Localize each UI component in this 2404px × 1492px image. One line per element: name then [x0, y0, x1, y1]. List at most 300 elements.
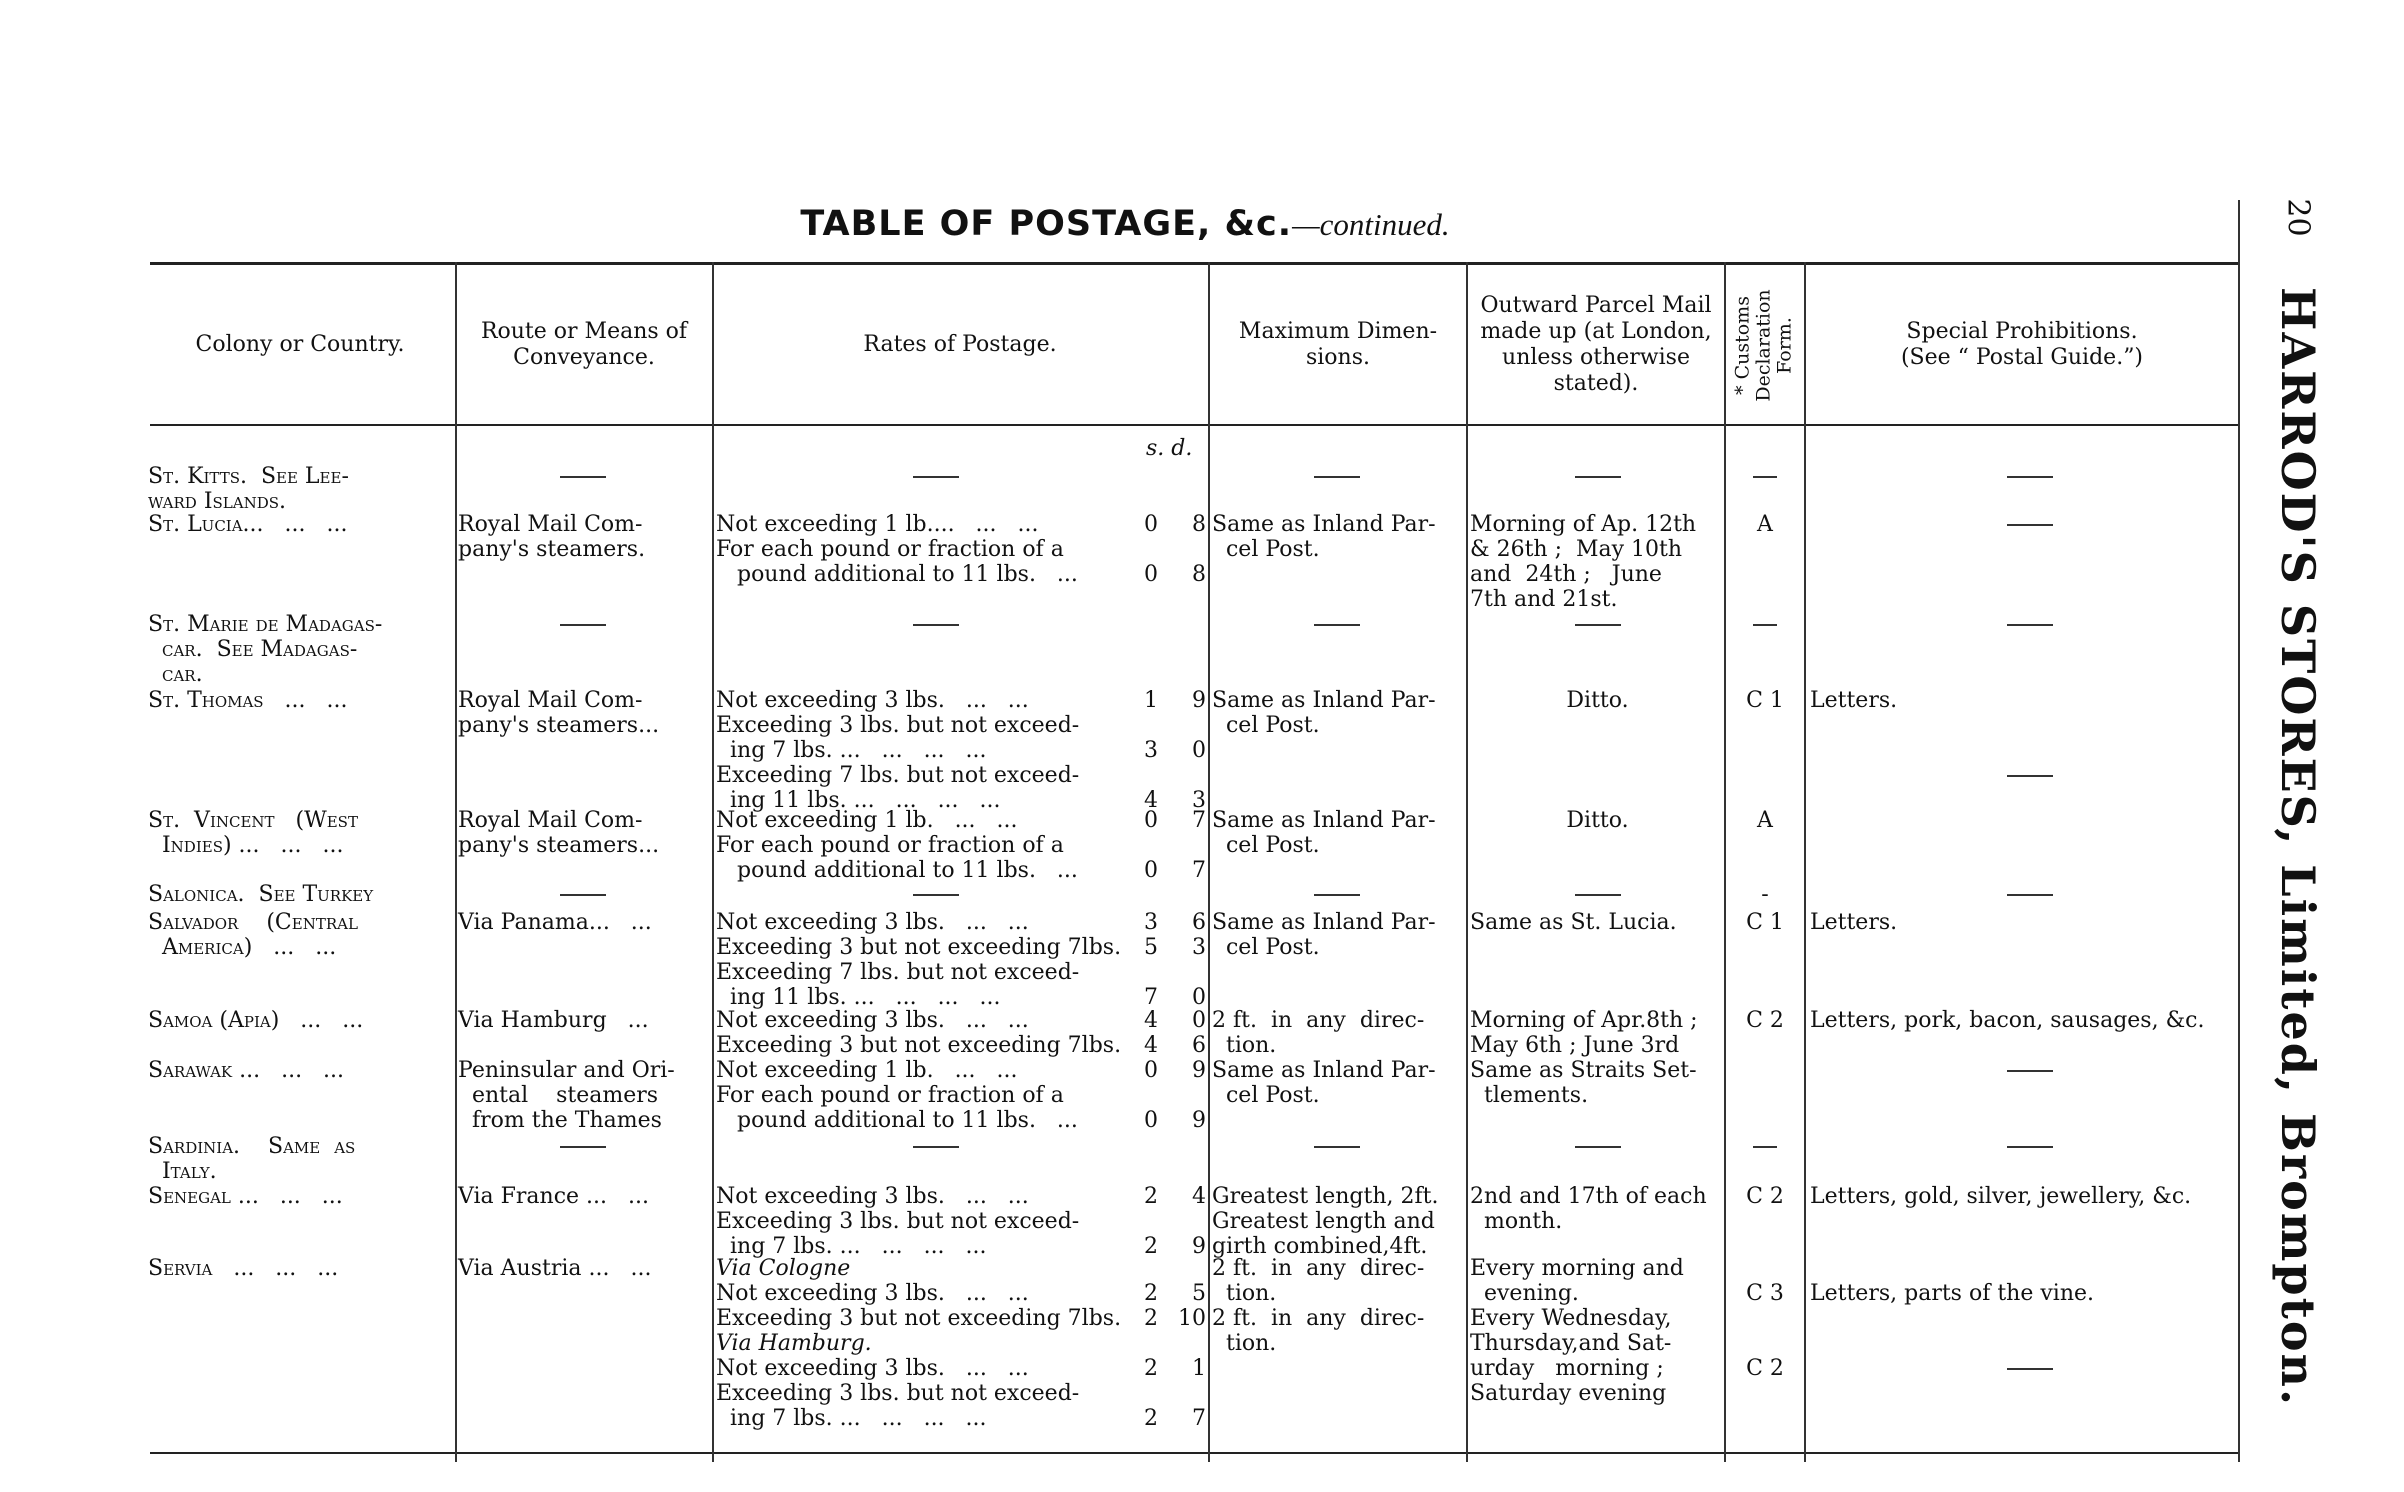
mail-line: Same as Straits Set-: [1470, 1058, 1697, 1083]
mail-line: month.: [1470, 1209, 1563, 1234]
col-divider: [455, 262, 457, 1462]
mail-line: May 6th ; June 3rd: [1470, 1033, 1680, 1058]
rate-line: [716, 562, 1206, 587]
dash-mark: [1753, 624, 1777, 626]
prohib-line: [1810, 763, 2250, 788]
rate-shillings: 5: [1144, 935, 1158, 960]
customs-value: C 2: [1746, 1184, 1784, 1209]
header-bottom-rule: [150, 424, 2240, 426]
dash-mark: [1753, 1146, 1777, 1148]
country-line: Servia ... ... ...: [148, 1256, 339, 1281]
country-cell: [148, 512, 448, 537]
prohib-cell: [1810, 1134, 2250, 1159]
prohib-cell: [1810, 1256, 2250, 1381]
prohib-line: [1810, 464, 2250, 489]
rate-line: [716, 1256, 1156, 1281]
rate-line: [716, 1331, 1156, 1356]
rate-pence: 9: [1192, 1234, 1206, 1259]
prohib-line: [1810, 612, 2250, 637]
rates-cell: [716, 910, 1206, 1010]
dims-cell: [1212, 1256, 1462, 1356]
rate-shillings: 0: [1144, 1108, 1158, 1133]
prohib-line: Letters.: [1810, 688, 1898, 713]
rate-text: Not exceeding 3 lbs. ... ...: [716, 910, 1029, 935]
col-divider: [712, 262, 714, 1462]
customs-cell: [1730, 910, 1800, 935]
rate-line: [716, 464, 1156, 489]
header-rates: Rates of Postage.: [863, 332, 1057, 357]
rate-text: ing 7 lbs. ... ... ... ...: [716, 1234, 987, 1259]
route-line: [458, 882, 708, 907]
rate-line: [716, 612, 1156, 637]
header-mail: Outward Parcel Mail made up (at London, unless otherwise stated).: [1480, 293, 1712, 396]
prohib-cell: [1810, 882, 2250, 907]
country-cell: [148, 808, 448, 858]
rate-pence: 9: [1192, 1108, 1206, 1133]
rate-shillings: 2: [1144, 1184, 1158, 1209]
mail-cell: [1470, 1058, 1725, 1108]
rate-line: [716, 935, 1206, 960]
rates-cell: [716, 688, 1206, 813]
rate-text: For each pound or fraction of a: [716, 1083, 1064, 1108]
country-cell: [148, 1256, 448, 1281]
rate-pence: 10: [1178, 1306, 1206, 1331]
mail-line: evening.: [1470, 1281, 1579, 1306]
rate-text: Not exceeding 3 lbs. ... ...: [716, 1356, 1029, 1381]
rate-pence: 8: [1192, 562, 1206, 587]
rates-cell: [716, 1134, 1156, 1159]
country-line: St. Vincent (West: [148, 808, 358, 833]
mail-line: 7th and 21st.: [1470, 587, 1618, 612]
rate-pence: 3: [1192, 788, 1206, 813]
table-bottom-rule: [150, 1452, 2240, 1454]
page-title: [0, 204, 2250, 244]
rate-pence: 7: [1192, 858, 1206, 883]
rate-text: Exceeding 3 but not exceeding 7lbs.: [716, 935, 1122, 960]
dims-line: 2 ft. in any direc-: [1212, 1256, 1425, 1281]
prohib-line: [1810, 1356, 2250, 1381]
dims-line: [1212, 882, 1462, 907]
rates-cell: [716, 1256, 1206, 1431]
col-divider: [1208, 262, 1210, 1462]
store-banner: HARROD'S STORES, Limited, Brompton.: [2271, 286, 2325, 1407]
rate-shillings: 2: [1144, 1356, 1158, 1381]
mail-line: 2nd and 17th of each: [1470, 1184, 1707, 1209]
dims-cell: [1212, 688, 1462, 738]
country-line: Sarawak ... ... ...: [148, 1058, 345, 1083]
country-line: St. Kitts. See Lee-: [148, 464, 349, 489]
dims-cell: [1212, 1058, 1462, 1108]
rate-line: [716, 1134, 1156, 1159]
rate-line: [716, 713, 1156, 738]
country-line: St. Thomas ... ...: [148, 688, 348, 713]
mail-line: Ditto.: [1566, 808, 1629, 833]
rate-line: [716, 858, 1206, 883]
mail-cell: [1470, 808, 1725, 833]
rates-cell: [716, 1184, 1206, 1259]
customs-cell: [1730, 1184, 1800, 1209]
dash-mark: [2007, 476, 2053, 478]
rate-shillings: 2: [1144, 1306, 1158, 1331]
customs-cell: [1730, 1008, 1800, 1033]
rate-shillings: 1: [1144, 688, 1158, 713]
country-line: car.: [148, 662, 203, 687]
rate-shillings: 3: [1144, 910, 1158, 935]
rates-cell: [716, 882, 1156, 907]
route-line: Via Hamburg ...: [458, 1008, 649, 1033]
customs-line: [1730, 1306, 1800, 1331]
country-cell: [148, 882, 448, 907]
customs-value: -: [1761, 882, 1769, 907]
dash-mark: [1575, 476, 1621, 478]
rate-line: [716, 1406, 1206, 1431]
dims-line: Same as Inland Par-: [1212, 1058, 1436, 1083]
mail-line: Same as St. Lucia.: [1470, 910, 1677, 935]
side-banner: [2268, 200, 2328, 1440]
col-divider: [1466, 262, 1468, 1462]
dims-line: Same as Inland Par-: [1212, 910, 1436, 935]
dash-mark: [2007, 775, 2053, 777]
rate-shillings: 3: [1144, 738, 1158, 763]
rate-pence: 4: [1192, 1184, 1206, 1209]
country-line: Italy.: [148, 1159, 217, 1184]
rate-text: Not exceeding 3 lbs. ... ...: [716, 1008, 1029, 1033]
rate-text: Exceeding 3 lbs. but not exceed-: [716, 1381, 1080, 1406]
customs-line: C 2: [1746, 1356, 1784, 1381]
dims-line: [1212, 1134, 1462, 1159]
dash-mark: [2007, 1368, 2053, 1370]
currency-units-label: s. d.: [1146, 436, 1193, 461]
country-cell: [148, 1058, 448, 1083]
mail-cell: [1470, 612, 1725, 637]
prohib-cell: [1810, 612, 2250, 637]
mail-cell: [1470, 1008, 1725, 1058]
country-line: St. Marie de Madagas-: [148, 612, 383, 637]
table-top-rule: [150, 262, 2240, 265]
prohib-cell: [1810, 512, 2250, 537]
rate-pence: 8: [1192, 512, 1206, 537]
country-line: St. Lucia... ... ...: [148, 512, 348, 537]
country-line: Senegal ... ... ...: [148, 1184, 343, 1209]
dash-mark: [1753, 476, 1777, 478]
prohib-cell: [1810, 688, 2250, 788]
rate-text: For each pound or fraction of a: [716, 537, 1064, 562]
header-customs: * Customs Declaration Form.: [1732, 288, 1797, 402]
rate-text: pound additional to 11 lbs. ...: [716, 562, 1078, 587]
dims-line: tion.: [1212, 1033, 1277, 1058]
rate-text: Exceeding 3 lbs. but not exceed-: [716, 1209, 1080, 1234]
rate-pence: 0: [1192, 738, 1206, 763]
rate-shillings: 4: [1144, 788, 1158, 813]
dash-mark: [913, 624, 959, 626]
rate-text: ing 11 lbs. ... ... ... ...: [716, 788, 1001, 813]
route-cell: [458, 1134, 708, 1159]
customs-cell: [1730, 612, 1800, 637]
dims-line: cel Post.: [1212, 935, 1320, 960]
country-line: Salvador (Central: [148, 910, 358, 935]
header-prohib: Special Prohibitions. (See “ Postal Guide.”): [1900, 319, 2144, 370]
col-divider: [1804, 262, 1806, 1462]
route-cell: [458, 1008, 708, 1033]
rate-pence: 9: [1192, 1058, 1206, 1083]
header-dims: Maximum Dimen-sions.: [1238, 319, 1438, 370]
prohib-line: [1810, 882, 2250, 907]
dims-cell: [1212, 808, 1462, 858]
dims-line: cel Post.: [1212, 1083, 1320, 1108]
rate-text: Via Cologne: [716, 1256, 851, 1281]
route-line: Via Panama... ...: [458, 910, 652, 935]
dims-cell: [1212, 1184, 1462, 1259]
dash-mark: [560, 894, 606, 896]
rate-line: [716, 808, 1206, 833]
dims-line: 2 ft. in any direc-: [1212, 1008, 1425, 1033]
route-line: pany's steamers...: [458, 713, 660, 738]
rates-cell: [716, 464, 1156, 489]
mail-line: [1470, 612, 1725, 637]
prohib-cell: [1810, 464, 2250, 489]
rate-line: [716, 1281, 1206, 1306]
mail-cell: [1470, 464, 1725, 489]
prohib-line: Letters, parts of the vine.: [1810, 1281, 2095, 1306]
customs-value: C 2: [1746, 1008, 1784, 1033]
dims-line: girth combined,4ft.: [1212, 1234, 1428, 1259]
dims-cell: [1212, 464, 1462, 489]
rates-cell: [716, 612, 1156, 637]
rate-text: ing 7 lbs. ... ... ... ...: [716, 1406, 987, 1431]
rate-pence: 7: [1192, 1406, 1206, 1431]
country-cell: [148, 464, 448, 514]
mail-line: [1470, 882, 1725, 907]
title-main: TABLE OF POSTAGE, &c.: [800, 204, 1293, 244]
customs-cell: [1730, 464, 1800, 489]
rate-text: Exceeding 7 lbs. but not exceed-: [716, 960, 1080, 985]
rate-line: [716, 1058, 1206, 1083]
rate-line: [716, 1033, 1206, 1058]
dash-mark: [560, 1146, 606, 1148]
dash-mark: [1314, 894, 1360, 896]
rate-line: [716, 537, 1156, 562]
rate-shillings: 0: [1144, 1058, 1158, 1083]
route-line: pany's steamers...: [458, 833, 660, 858]
mail-cell: [1470, 512, 1725, 612]
route-cell: [458, 688, 708, 738]
dims-line: Same as Inland Par-: [1212, 512, 1436, 537]
customs-cell: [1730, 808, 1800, 833]
dash-mark: [560, 476, 606, 478]
rate-line: [716, 910, 1206, 935]
rate-text: Not exceeding 1 lb.... ... ...: [716, 512, 1039, 537]
dash-mark: [2007, 1070, 2053, 1072]
dash-mark: [1314, 476, 1360, 478]
header-country: Colony or Country.: [195, 332, 405, 357]
rate-line: [716, 985, 1206, 1010]
route-line: Royal Mail Com-: [458, 808, 643, 833]
route-line: Peninsular and Ori-: [458, 1058, 675, 1083]
mail-line: & 26th ; May 10th: [1470, 537, 1683, 562]
dash-mark: [1314, 624, 1360, 626]
dash-mark: [2007, 1146, 2053, 1148]
rate-text: Via Hamburg.: [716, 1331, 872, 1356]
rates-cell: [716, 808, 1206, 883]
rate-text: Exceeding 3 but not exceeding 7lbs.: [716, 1306, 1122, 1331]
country-line: Sardinia. Same as: [148, 1134, 356, 1159]
rate-shillings: 0: [1144, 562, 1158, 587]
country-cell: [148, 1184, 448, 1209]
country-cell: [148, 910, 448, 960]
customs-cell: [1730, 1134, 1800, 1159]
country-line: Samoa (Apia) ... ...: [148, 1008, 364, 1033]
rate-line: [716, 1381, 1156, 1406]
dims-line: Same as Inland Par-: [1212, 688, 1436, 713]
mail-line: Morning of Ap. 12th: [1470, 512, 1697, 537]
rate-shillings: 0: [1144, 512, 1158, 537]
country-cell: [148, 1008, 448, 1033]
rate-pence: 6: [1192, 1033, 1206, 1058]
rate-line: [716, 688, 1206, 713]
dash-mark: [913, 894, 959, 896]
prohib-line: [1810, 738, 2250, 763]
route-line: ental steamers: [458, 1083, 659, 1108]
dash-mark: [1575, 624, 1621, 626]
route-cell: [458, 512, 708, 562]
route-line: [458, 1134, 708, 1159]
customs-cell: [1730, 688, 1800, 713]
dash-mark: [2007, 624, 2053, 626]
route-cell: [458, 612, 708, 637]
rate-text: Not exceeding 3 lbs. ... ...: [716, 688, 1029, 713]
rate-line: [716, 1008, 1206, 1033]
route-cell: [458, 910, 708, 935]
rate-text: ing 11 lbs. ... ... ... ...: [716, 985, 1001, 1010]
rates-cell: [716, 1058, 1206, 1133]
rate-text: For each pound or fraction of a: [716, 833, 1064, 858]
dims-line: tion.: [1212, 1331, 1277, 1356]
dims-line: cel Post.: [1212, 713, 1320, 738]
country-cell: [148, 612, 448, 687]
route-cell: [458, 882, 708, 907]
mail-line: Every morning and: [1470, 1256, 1684, 1281]
rate-text: Not exceeding 3 lbs. ... ...: [716, 1281, 1029, 1306]
rate-text: Not exceeding 1 lb. ... ...: [716, 808, 1018, 833]
prohib-line: [1810, 1058, 2250, 1083]
rate-pence: 0: [1192, 985, 1206, 1010]
dims-cell: [1212, 1008, 1462, 1058]
prohib-line: [1810, 512, 2250, 537]
dash-mark: [2007, 894, 2053, 896]
country-line: America) ... ...: [148, 935, 337, 960]
rate-pence: 0: [1192, 1008, 1206, 1033]
mail-cell: [1470, 1184, 1725, 1234]
dims-line: [1212, 612, 1462, 637]
mail-cell: [1470, 1134, 1725, 1159]
customs-value: A: [1757, 512, 1773, 537]
rate-text: Exceeding 7 lbs. but not exceed-: [716, 763, 1080, 788]
rate-line: [716, 1209, 1156, 1234]
prohib-line: [1810, 1331, 2250, 1356]
rate-line: [716, 1083, 1156, 1108]
header-route: Route or Means of Conveyance.: [480, 319, 688, 370]
route-line: Via Austria ... ...: [458, 1256, 652, 1281]
rate-line: [716, 833, 1156, 858]
rate-shillings: 4: [1144, 1008, 1158, 1033]
rate-line: [716, 1184, 1206, 1209]
customs-value: C 1: [1746, 910, 1784, 935]
rate-line: [716, 512, 1206, 537]
country-cell: [148, 688, 448, 713]
mail-cell: [1470, 1256, 1725, 1406]
rate-line: [716, 960, 1156, 985]
dims-line: 2 ft. in any direc-: [1212, 1306, 1425, 1331]
dash-mark: [1575, 1146, 1621, 1148]
route-cell: [458, 808, 708, 858]
page-number: 20: [2280, 198, 2316, 237]
route-line: Royal Mail Com-: [458, 688, 643, 713]
rate-pence: 6: [1192, 910, 1206, 935]
dims-line: Greatest length and: [1212, 1209, 1435, 1234]
mail-line: Ditto.: [1566, 688, 1629, 713]
rate-pence: 9: [1192, 688, 1206, 713]
route-cell: [458, 1256, 708, 1281]
rate-shillings: 0: [1144, 808, 1158, 833]
title-suffix: —continued.: [1292, 207, 1450, 242]
rate-shillings: 7: [1144, 985, 1158, 1010]
dims-line: [1212, 464, 1462, 489]
dash-mark: [2007, 524, 2053, 526]
rates-cell: [716, 1008, 1206, 1058]
dash-mark: [913, 476, 959, 478]
customs-value: C 1: [1746, 688, 1784, 713]
dims-cell: [1212, 612, 1462, 637]
customs-cell: [1730, 512, 1800, 537]
mail-line: [1470, 1134, 1725, 1159]
route-cell: [458, 464, 708, 489]
country-line: car. See Madagas-: [148, 637, 358, 662]
rates-cell: [716, 512, 1206, 587]
customs-cell: [1730, 1256, 1800, 1381]
dims-line: cel Post.: [1212, 833, 1320, 858]
prohib-line: [1810, 1256, 2250, 1281]
rate-line: [716, 738, 1206, 763]
dims-line: Same as Inland Par-: [1212, 808, 1436, 833]
rate-text: ing 7 lbs. ... ... ... ...: [716, 738, 987, 763]
prohib-line: Letters, pork, bacon, sausages, &c.: [1810, 1008, 2205, 1033]
customs-line: [1730, 1331, 1800, 1356]
prohib-cell: [1810, 1184, 2250, 1209]
rate-shillings: 0: [1144, 858, 1158, 883]
mail-line: and 24th ; June: [1470, 562, 1662, 587]
country-line: Indies) ... ... ...: [148, 833, 344, 858]
prohib-line: Letters, gold, silver, jewellery, &c.: [1810, 1184, 2192, 1209]
route-cell: [458, 1184, 708, 1209]
country-line: Salonica. See Turkey: [148, 882, 374, 907]
customs-line: C 3: [1746, 1281, 1784, 1306]
customs-value: A: [1757, 808, 1773, 833]
mail-line: Thursday,and Sat-: [1470, 1331, 1672, 1356]
prohib-line: [1810, 1134, 2250, 1159]
prohib-cell: [1810, 1058, 2250, 1083]
mail-line: tlements.: [1470, 1083, 1589, 1108]
rate-pence: 5: [1192, 1281, 1206, 1306]
rate-text: Not exceeding 1 lb. ... ...: [716, 1058, 1018, 1083]
dash-mark: [1575, 894, 1621, 896]
dash-mark: [913, 1146, 959, 1148]
dims-cell: [1212, 1134, 1462, 1159]
rate-text: Exceeding 3 but not exceeding 7lbs.: [716, 1033, 1122, 1058]
rate-text: Not exceeding 3 lbs. ... ...: [716, 1184, 1029, 1209]
mail-cell: [1470, 910, 1725, 935]
rate-line: [716, 882, 1156, 907]
dims-line: tion.: [1212, 1281, 1277, 1306]
